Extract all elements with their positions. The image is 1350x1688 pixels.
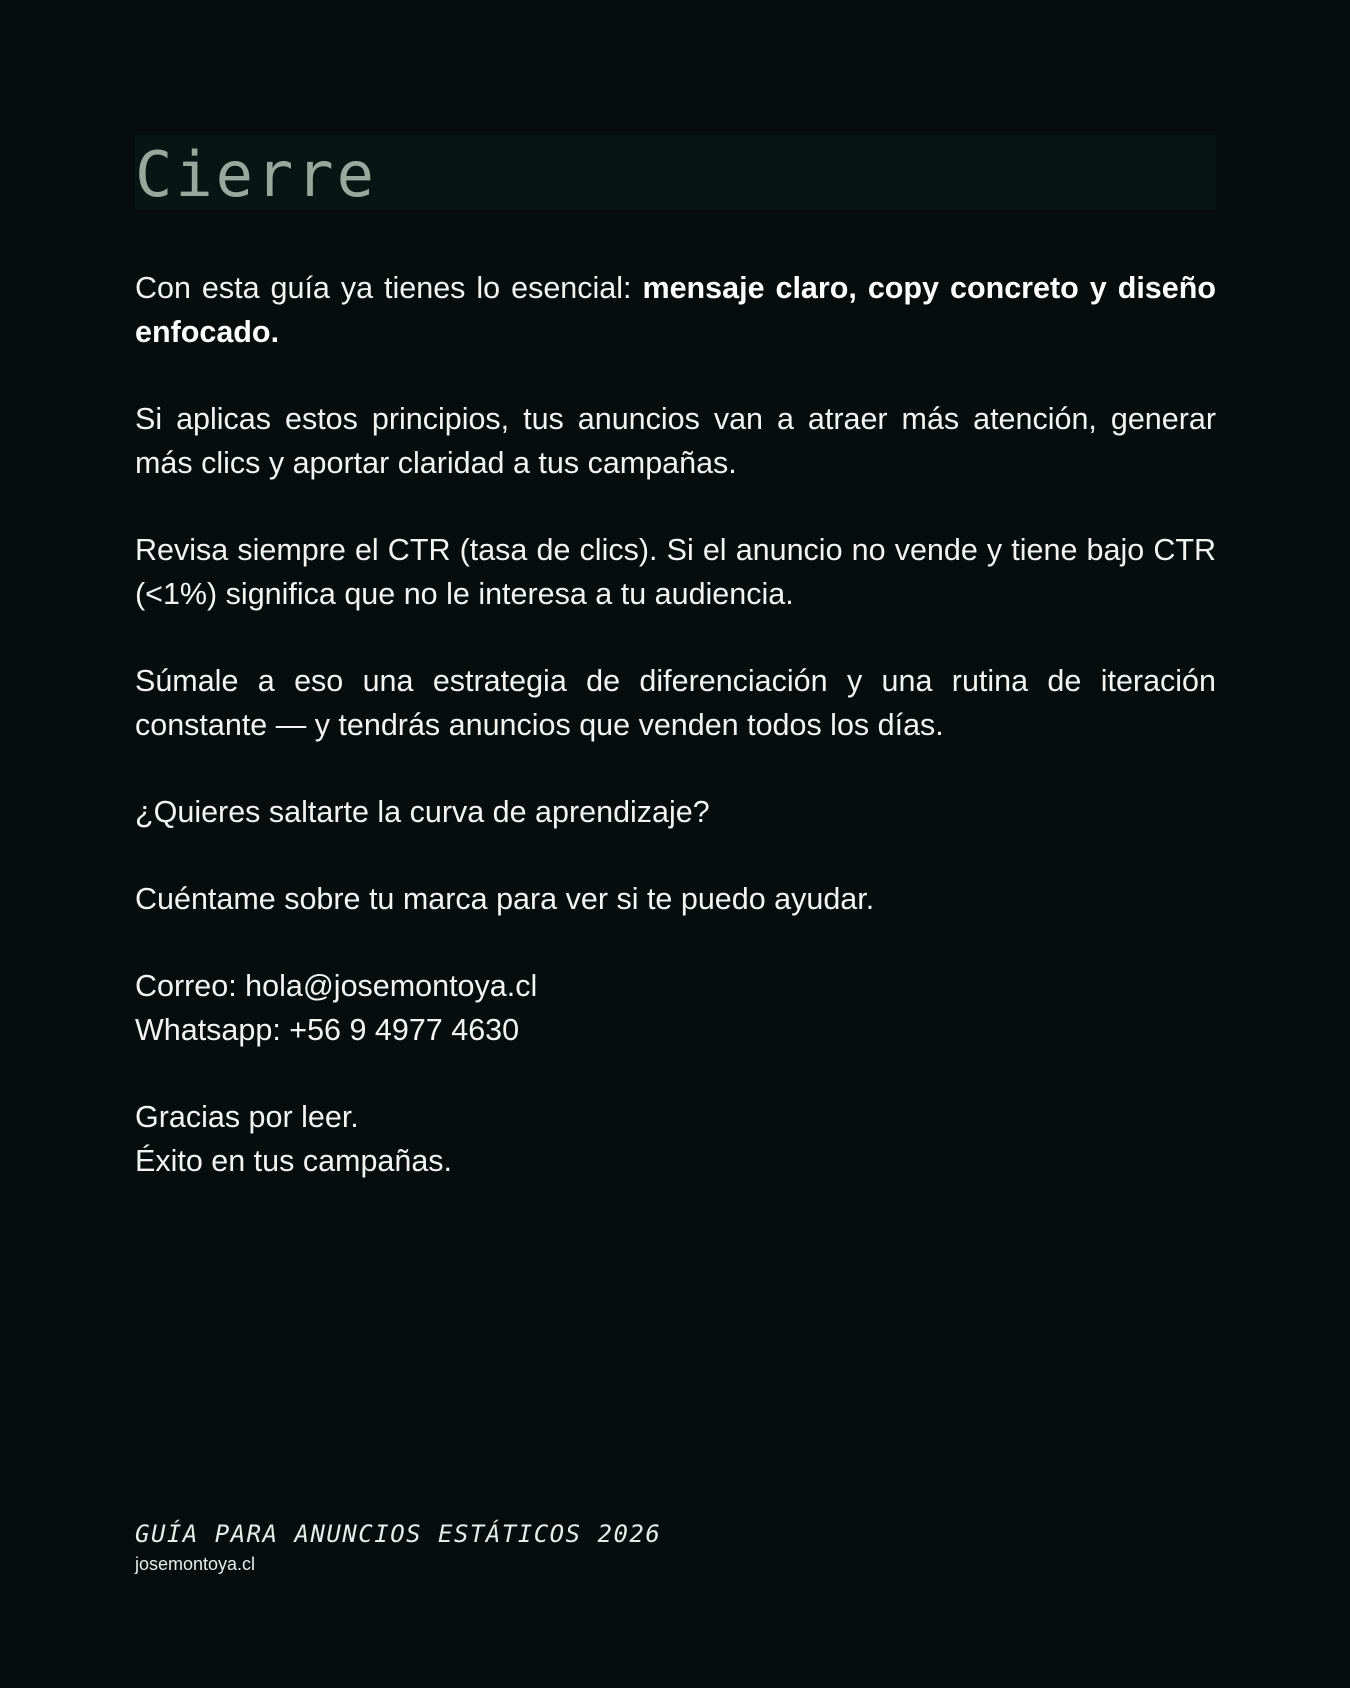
paragraph-principles: Si aplicas estos principios, tus anuncios van a atraer más atención, generar más clics y aportar claridad a tus campañas. — [135, 402, 1216, 480]
contact-email[interactable]: Correo: hola@josemontoya.cl — [135, 969, 538, 1003]
footer-title: GUÍA PARA ANUNCIOS ESTÁTICOS 2026 — [135, 1520, 662, 1548]
closing-thanks: Gracias por leer. — [135, 1100, 359, 1134]
page-content — [135, 135, 1216, 1226]
page-title: Cierre — [135, 137, 377, 210]
intro-bold: mensaje claro, copy concreto y diseño enfocado. — [135, 271, 1216, 349]
paragraph-strategy: Súmale a eso una estrategia de diferenciación y una rutina de iteración constante — y tendrás anuncios que venden todos los días. — [135, 664, 1216, 742]
footer — [135, 1520, 661, 1575]
paragraph-ctr: Revisa siempre el CTR (tasa de clics). Si el anuncio no vende y tiene bajo CTR (<1%) significa que no le interesa a tu audiencia. — [135, 533, 1216, 611]
paragraph-question: ¿Quieres saltarte la curva de aprendizaje? — [135, 795, 710, 829]
footer-site-link[interactable]: josemontoya.cl — [135, 1554, 256, 1574]
title-bar — [135, 135, 1216, 210]
contact-whatsapp[interactable]: Whatsapp: +56 9 4977 4630 — [135, 1013, 520, 1047]
contact-block — [135, 964, 1216, 1052]
intro-paragraph — [135, 266, 1216, 354]
closing-block — [135, 1095, 1216, 1183]
intro-lead: Con esta guía ya tienes lo esencial: — [135, 271, 643, 305]
paragraph-offer: Cuéntame sobre tu marca para ver si te puedo ayudar. — [135, 882, 875, 916]
closing-success: Éxito en tus campañas. — [135, 1144, 453, 1178]
body-text — [135, 266, 1216, 1183]
